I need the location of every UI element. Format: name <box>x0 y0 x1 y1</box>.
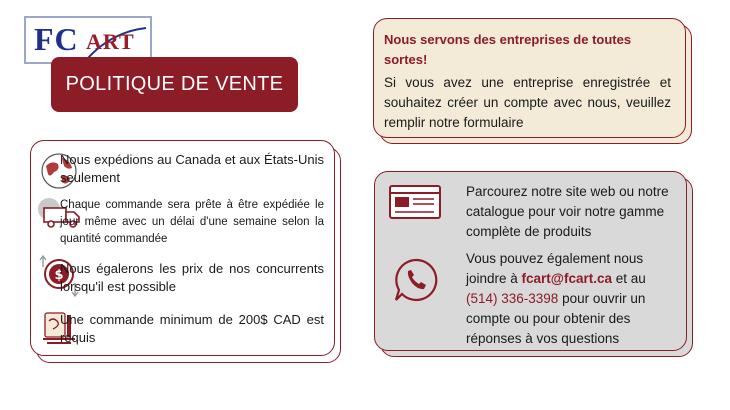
svg-text:$: $ <box>54 268 64 283</box>
policy-shipping: Nous expédions au Canada et aux États-Unis seulement <box>60 152 324 185</box>
logo-art-text: ART <box>86 29 135 54</box>
contact-text-b: et au <box>612 271 646 286</box>
phone-chat-icon <box>392 256 440 304</box>
contact-text <box>466 249 678 349</box>
policy-minimum-order: Une commande minimum de 200$ CAD est requis <box>60 312 324 345</box>
business-title: Nous servons des entreprises de toutes sortes! <box>384 32 632 67</box>
page-title-banner <box>51 57 298 112</box>
contact-text-c: pour ouvrir un compte ou pour obtenir des réponses à vos questions <box>466 291 646 346</box>
business-body: Si vous avez une entreprise enregistrée et souhaitez créer un compte avec nous, veuillez remplir notre formulaire <box>384 75 671 130</box>
email-link[interactable]: fcart@fcart.ca <box>521 271 612 286</box>
page-title: POLITIQUE DE VENTE <box>65 73 284 95</box>
browse-text: Parcourez notre site web ou notre catalogue pour voir notre gamme complète de produits <box>466 184 669 239</box>
policy-delivery-time: Chaque commande sera prête à être expédiée le jour même avec un délai d'une semaine selon la quantité commandée <box>60 199 324 245</box>
phone-link[interactable]: (514) 336-3398 <box>466 291 559 306</box>
policy-price-match: Nous égalerons les prix de nos concurrents lorsqu'il est possible <box>60 261 324 294</box>
contact-text-a: Vous pouvez également nous joindre à <box>466 251 644 286</box>
website-icon <box>388 184 442 220</box>
logo-fc-text: FC <box>34 21 79 57</box>
